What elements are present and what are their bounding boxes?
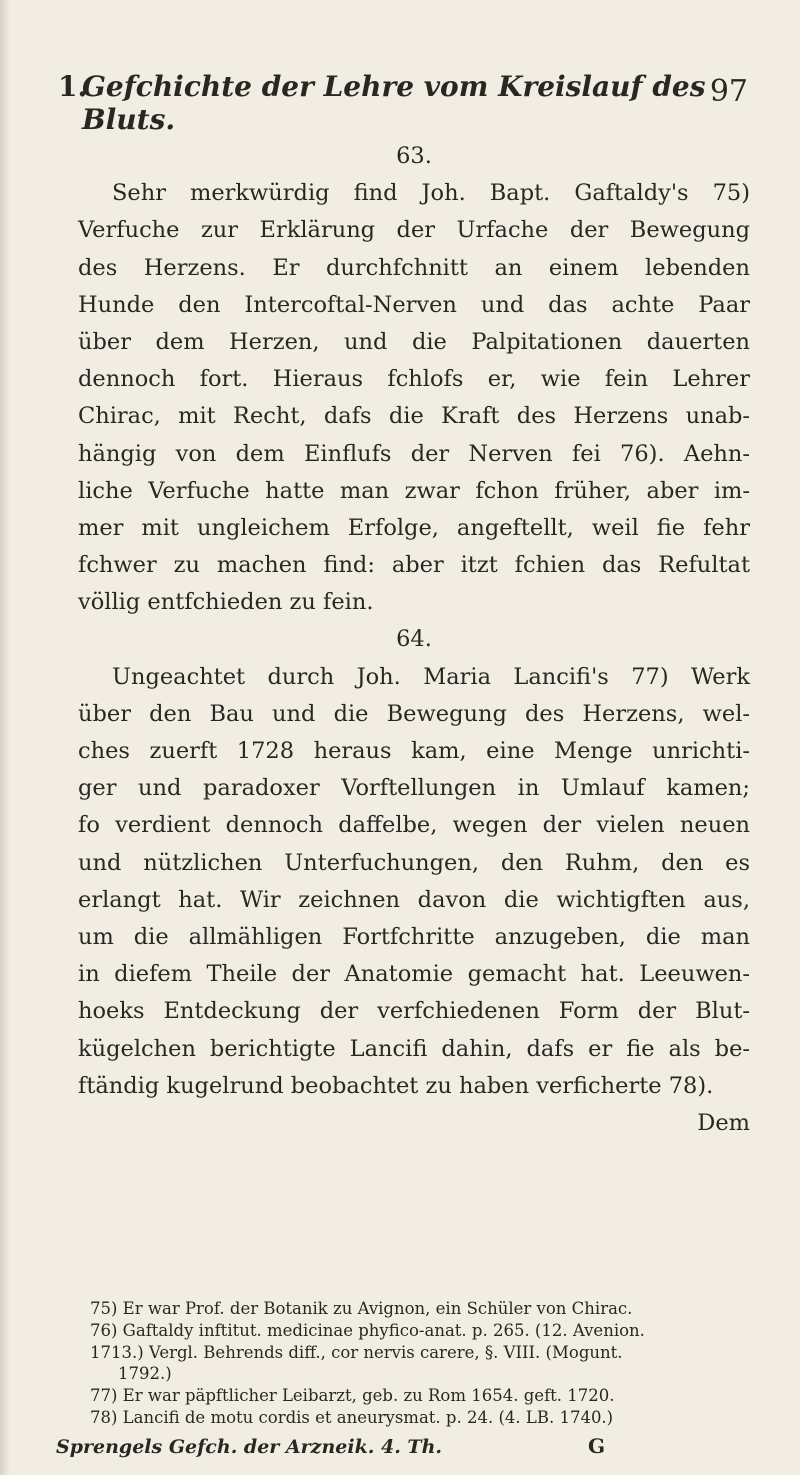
text-line: mer mit ungleichem Erfolge, angeftellt, weil fie fehr	[78, 514, 750, 541]
text-line: Sehr merkwürdig find Joh. Bapt. Gaftaldy's 75)	[112, 180, 750, 207]
text-line: kügelchen berichtigte Lancifi dahin, dafs er fie als be-	[78, 1035, 750, 1062]
text-line: ches zuerft 1728 heraus kam, eine Menge unrichti-	[78, 738, 750, 764]
footnote-78: 78) Lancifi de motu cordis et aneurysmat. p. 24. (4. LB. 1740.)	[90, 1407, 614, 1427]
main-text	[78, 138, 750, 1142]
text-line: hoeks Entdeckung der verfchiedenen Form der Blut-	[78, 998, 750, 1025]
text-line: hängig von dem Einflufs der Nerven fei 76). Aehn-	[78, 440, 750, 467]
catchword: Dem	[697, 1109, 750, 1136]
chapter-number: 1.	[58, 70, 88, 103]
text-line: Chirac, mit Recht, dafs die Kraft des Herzens unab-	[78, 403, 750, 430]
text-line: Ungeachtet durch Joh. Maria Lancifi's 77) Werk	[112, 663, 750, 690]
section-number-63: 63.	[396, 143, 432, 169]
text-line: ger und paradoxer Vorftellungen in Umlauf kamen;	[78, 775, 750, 802]
text-line: um die allmähligen Fortfchritte anzugeben, die man	[78, 923, 750, 950]
section-number-64: 64.	[396, 626, 432, 653]
text-line: völlig entfchieden zu fein.	[78, 589, 374, 616]
footnote-75: 75) Er war Prof. der Botanik zu Avignon, ein Schüler von Chirac.	[90, 1299, 633, 1318]
text-line: in diefem Theile der Anatomie gemacht hat. Leeuwen-	[78, 961, 750, 988]
footnote-76-cont: 1792.)	[118, 1364, 172, 1384]
footnote-77: 77) Er war päpftlicher Leibarzt, geb. zu Rom 1654. geft. 1720.	[90, 1386, 615, 1406]
signature-mark: G	[588, 1434, 606, 1458]
chapter-title: Gefchichte der Lehre vom Kreislauf des Bluts.	[82, 70, 706, 136]
footnotes	[90, 1298, 750, 1429]
text-line: liche Verfuche hatte man zwar fchon früher, aber im-	[78, 477, 750, 504]
text-line: und nützlichen Unterfuchungen, den Ruhm, den es	[78, 849, 750, 876]
footnote-76: 76) Gaftaldy inftitut. medicinae phyfico-anat. p. 265. (12. Avenion.	[90, 1320, 645, 1340]
text-line: ftändig kugelrund beobachtet zu haben verficherte 78).	[78, 1072, 714, 1099]
footer-signature-line: Sprengels Gefch. der Arzneik. 4. Th.	[56, 1436, 442, 1458]
text-line: des Herzens. Er durchfchnitt an einem lebenden	[78, 254, 750, 281]
page-number: 97	[709, 74, 748, 109]
text-line: fchwer zu machen find: aber itzt fchien das Refultat	[78, 552, 750, 579]
text-line: Verfuche zur Erklärung der Urfache der Bewegung	[78, 217, 750, 244]
footnote-76-cont: 1713.) Vergl. Behrends diff., cor nervis carere, §. VIII. (Mogunt.	[90, 1342, 623, 1362]
running-header	[58, 70, 748, 136]
text-line: über dem Herzen, und die Palpitationen dauerten	[78, 328, 750, 355]
text-line: Hunde den Intercoftal-Nerven und das achte Paar	[78, 291, 750, 318]
text-line: dennoch fort. Hieraus fchlofs er, wie fein Lehrer	[78, 366, 750, 393]
text-line: über den Bau und die Bewegung des Herzens, wel-	[78, 700, 750, 727]
page-edge-shadow	[0, 0, 10, 1475]
text-line: fo verdient dennoch daffelbe, wegen der vielen neuen	[78, 812, 750, 839]
text-line: erlangt hat. Wir zeichnen davon die wichtigften aus,	[78, 886, 750, 913]
